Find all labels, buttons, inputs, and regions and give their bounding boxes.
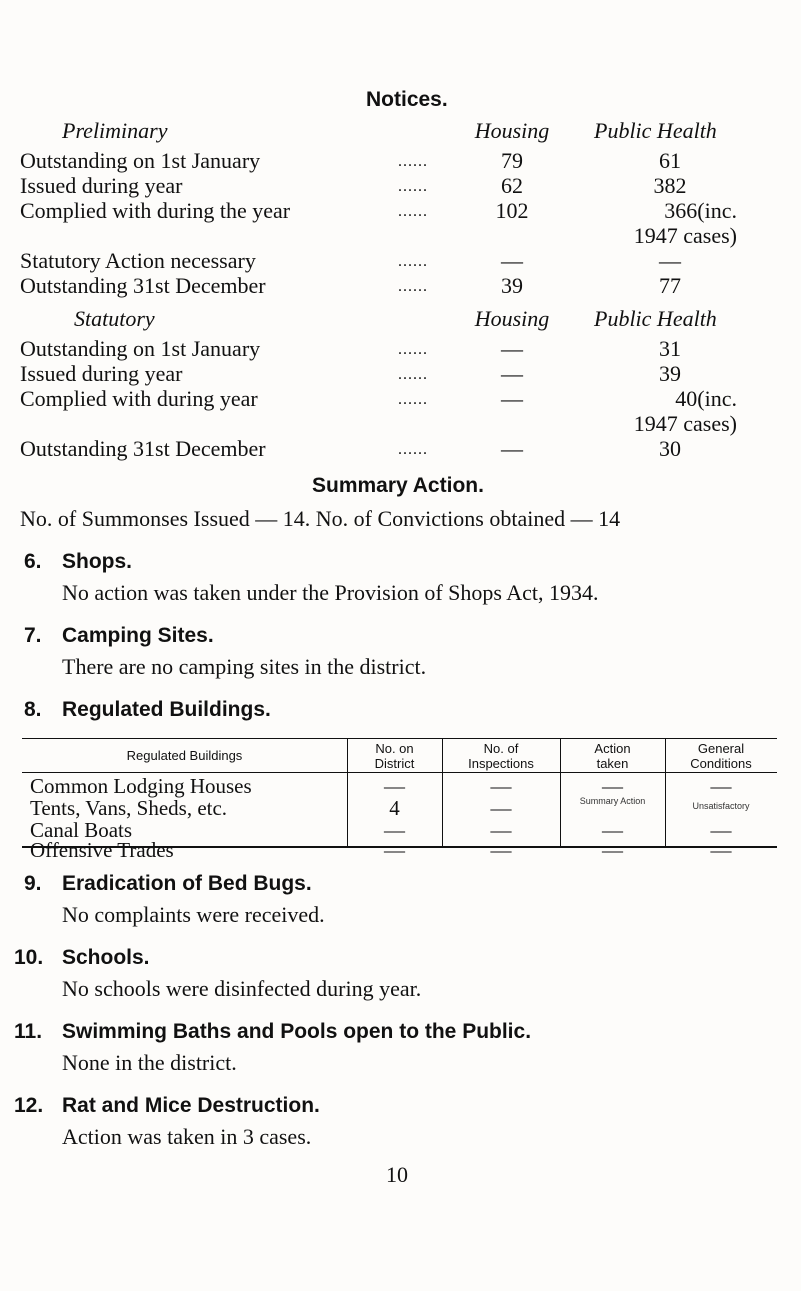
statutory-heading: Statutory: [74, 306, 155, 331]
summary-title: Summary Action.: [312, 474, 484, 497]
row-public-health: 382: [653, 173, 687, 198]
row-public-health: 61: [659, 148, 681, 173]
row-public-health: 39: [659, 361, 681, 386]
table-cell-action: Summary Action: [579, 796, 646, 806]
row-public-health: —: [659, 248, 681, 273]
section-text: Action was taken in 3 cases.: [62, 1124, 312, 1149]
row-public-health: 77: [659, 273, 681, 298]
header-line: taken: [596, 756, 629, 771]
section-number: 12.: [14, 1094, 44, 1117]
section-number: 9.: [24, 872, 42, 895]
table-row-name: Common Lodging Houses: [30, 774, 252, 798]
section-title: Swimming Baths and Pools open to the Public.: [62, 1020, 532, 1043]
row-housing: —: [501, 248, 523, 273]
table-cell: —: [384, 838, 405, 862]
row-dots: ......: [398, 391, 428, 408]
table-cell-conditions: Unsatisfactory: [692, 801, 750, 811]
row-public-health: 31: [659, 336, 681, 361]
row-label: Statutory Action necessary: [20, 248, 256, 273]
row-housing: 79: [501, 148, 523, 173]
preliminary-col-housing: Housing: [474, 118, 550, 143]
section-number: 8.: [24, 698, 42, 721]
table-row-name: Offensive Trades: [30, 838, 174, 862]
summary-text: No. of Summonses Issued — 14. No. of Convictions obtained — 14: [20, 506, 621, 531]
table-top-rule: [22, 738, 777, 739]
table-cell: —: [710, 774, 732, 798]
preliminary-heading: Preliminary: [62, 118, 168, 143]
section-text: There are no camping sites in the district.: [62, 654, 427, 679]
table-cell: —: [602, 838, 623, 862]
section-text: No schools were disinfected during year.: [62, 976, 422, 1001]
row-housing: —: [501, 361, 523, 386]
section-number: 10.: [14, 946, 44, 969]
row-public-health: 366(inc.: [664, 198, 737, 223]
row-label: Outstanding 31st December: [20, 273, 266, 298]
table-cell: —: [710, 818, 732, 842]
row-dots: ......: [398, 441, 428, 458]
notices-title: Notices.: [366, 88, 448, 111]
table-cell: —: [602, 774, 623, 798]
section-number: 11.: [14, 1020, 43, 1043]
row-housing: —: [501, 336, 523, 361]
row-housing: 39: [501, 273, 523, 298]
row-dots: ......: [398, 341, 428, 358]
row-label: Issued during year: [20, 361, 183, 386]
table-cell: —: [490, 818, 512, 842]
section-title: Shops.: [62, 550, 133, 573]
row-dots: ......: [398, 153, 428, 170]
header-no-of-inspections: [442, 741, 560, 771]
header-action-taken: [560, 741, 665, 771]
header-line: General: [697, 741, 745, 756]
statutory-col-public-health: Public Health: [594, 306, 717, 331]
header-line: Inspections: [468, 756, 534, 771]
header-line: Conditions: [690, 756, 752, 771]
table-cell: —: [384, 818, 405, 842]
table-cell: 4: [389, 796, 400, 820]
row-dots: ......: [398, 178, 428, 195]
table-cell: —: [490, 796, 512, 820]
row-label: Outstanding on 1st January: [20, 148, 261, 173]
row-housing: —: [501, 436, 523, 461]
preliminary-col-public-health: Public Health: [594, 118, 717, 143]
header-line: No. on: [375, 741, 414, 756]
section-number: 6.: [24, 550, 42, 573]
table-cell: —: [490, 774, 512, 798]
statutory-col-housing: Housing: [474, 306, 550, 331]
header-regulated-buildings: Regulated Buildings: [126, 748, 243, 763]
row-public-health: 40(inc.: [675, 386, 737, 411]
header-no-on-district: [347, 741, 442, 771]
row-label: Outstanding on 1st January: [20, 336, 261, 361]
section-text: No complaints were received.: [62, 902, 325, 927]
table-row-name: Canal Boats: [30, 818, 133, 842]
row-housing: —: [501, 386, 523, 411]
table-cell: —: [490, 838, 512, 862]
header-line: District: [374, 756, 415, 771]
header-general-conditions: [665, 741, 777, 771]
row-label: Outstanding 31st December: [20, 436, 266, 461]
row-dots: ......: [398, 253, 428, 270]
row-housing: 102: [495, 198, 529, 223]
row-label: Issued during year: [20, 173, 183, 198]
table-header-rule: [22, 772, 777, 773]
row-note: 1947 cases): [633, 223, 737, 248]
page-number: 10: [386, 1162, 408, 1187]
section-title: Eradication of Bed Bugs.: [62, 872, 312, 895]
section-title: Rat and Mice Destruction.: [62, 1094, 320, 1117]
table-row-name: Tents, Vans, Sheds, etc.: [30, 796, 228, 820]
section-title: Regulated Buildings.: [62, 698, 271, 721]
row-housing: 62: [501, 173, 523, 198]
section-text: None in the district.: [62, 1050, 237, 1075]
row-dots: ......: [398, 203, 428, 220]
header-line: No. of: [483, 741, 519, 756]
section-title: Camping Sites.: [62, 624, 214, 647]
row-dots: ......: [398, 278, 428, 295]
table-cell: —: [710, 838, 732, 862]
section-text: No action was taken under the Provision of Shops Act, 1934.: [62, 580, 599, 605]
section-title: Schools.: [62, 946, 150, 969]
table-cell: —: [384, 774, 405, 798]
section-number: 7.: [24, 624, 42, 647]
row-note: 1947 cases): [633, 411, 737, 436]
row-dots: ......: [398, 366, 428, 383]
table-cell: —: [602, 818, 623, 842]
row-label: Complied with during year: [20, 386, 258, 411]
row-label: Complied with during the year: [20, 198, 291, 223]
row-public-health: 30: [659, 436, 681, 461]
header-line: Action: [594, 741, 631, 756]
